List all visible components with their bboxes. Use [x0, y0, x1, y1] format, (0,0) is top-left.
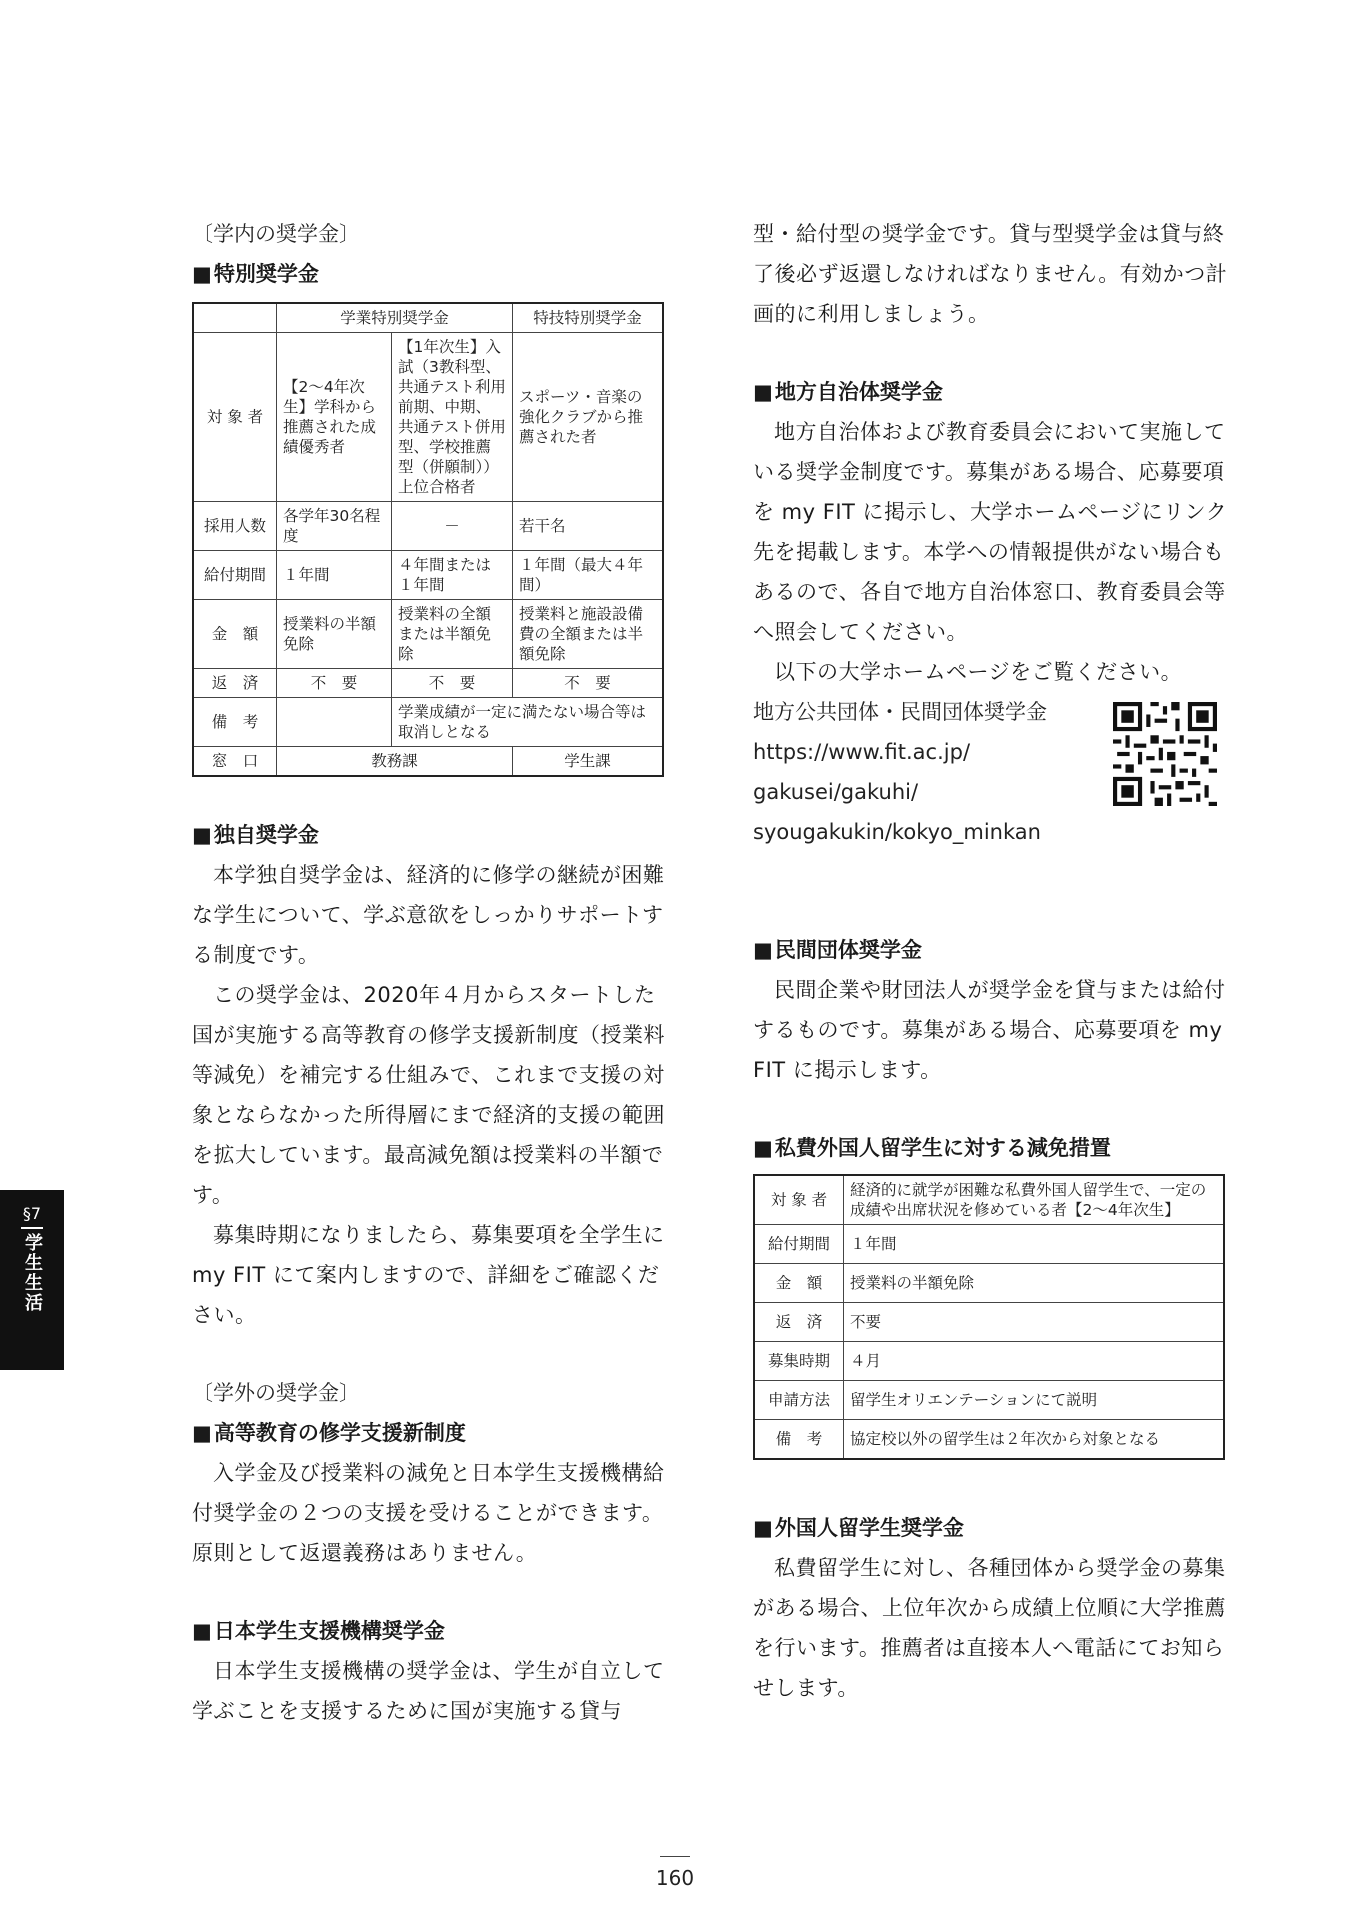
foreign-reduction-table: [753, 1174, 1225, 1460]
paragraph: 地方自治体および教育委員会において実施している奨学金制度です。募集がある場合、応募要項を my FIT に掲示し、大学ホームページにリンク先を掲載します。本学への情報提供がない場合もあるので、各自で地方自治体窓口、教育委員会等へ照会してください。: [753, 420, 1228, 644]
table-row: [193, 502, 663, 551]
table-row: [754, 1175, 1224, 1225]
local-government-heading: ■ 地方自治体奨学金: [753, 372, 1235, 412]
left-column: [192, 214, 668, 1731]
cell: ４年間または１年間: [392, 551, 513, 600]
row-label: 給付期間: [754, 1225, 844, 1264]
table-row: [193, 747, 663, 777]
table-row: [754, 1264, 1224, 1303]
cell: １年間（最大４年間）: [513, 551, 664, 600]
row-label: 窓 口: [193, 747, 277, 777]
url-line[interactable]: gakusei/gakuhi/: [753, 780, 919, 804]
cell: 授業料の半額免除: [277, 600, 392, 669]
section-side-tab: [0, 1190, 64, 1370]
cell: １年間: [277, 551, 392, 600]
cell: 授業料の半額免除: [844, 1264, 1225, 1303]
cell: 不 要: [392, 669, 513, 698]
row-label: 返 済: [193, 669, 277, 698]
special-scholarship-table: [192, 302, 664, 777]
row-label: 給付期間: [193, 551, 277, 600]
cell: 授業料と施設設備費の全額または半額免除: [513, 600, 664, 669]
row-label: 対 象 者: [754, 1175, 844, 1225]
paragraph: 入学金及び授業料の減免と日本学生支援機構給付奨学金の２つの支援を受けることができます。原則として返還義務はありません。: [192, 1461, 665, 1565]
table-row: [754, 1342, 1224, 1381]
skill-scholarship-header: 特技特別奨学金: [513, 303, 664, 333]
table-row: [193, 551, 663, 600]
paragraph: この奨学金は、2020年４月からスタートした国が実施する高等教育の修学支援新制度（授業料等減免）を補完する仕組みで、これまで支援の対象とならなかった所得層にまで経済的支援の範囲を拡大しています。最高減免額は授業料の半額です。: [192, 983, 665, 1207]
table-row: [754, 1303, 1224, 1342]
url-line[interactable]: https://www.fit.ac.jp/: [753, 740, 971, 764]
row-label: 返 済: [754, 1303, 844, 1342]
paragraph: 型・給付型の奨学金です。貸与型奨学金は貸与終了後必ず返還しなければなりません。有効かつ計画的に利用しましょう。: [753, 222, 1228, 326]
academic-scholarship-header: 学業特別奨学金: [277, 303, 513, 333]
table-row: [193, 698, 663, 747]
cell: 不 要: [513, 669, 664, 698]
table-row: [193, 600, 663, 669]
cell: [277, 698, 392, 747]
row-label: 対 象 者: [193, 333, 277, 502]
row-label: 採用人数: [193, 502, 277, 551]
table-row: [754, 1225, 1224, 1264]
cell: 授業料の全額または半額免除: [392, 600, 513, 669]
cell: 協定校以外の留学生は２年次から対象となる: [844, 1420, 1225, 1460]
cell: 学業成績が一定に満たない場合等は取消しとなる: [392, 698, 664, 747]
row-label: 備 考: [193, 698, 277, 747]
table-row: [193, 333, 663, 502]
row-label: 備 考: [754, 1420, 844, 1460]
tab-divider: [21, 1227, 43, 1229]
table-row: [754, 1420, 1224, 1460]
external-scholarship-label: 〔学外の奨学金〕: [192, 1381, 360, 1405]
cell: 学生課: [513, 747, 664, 777]
paragraph: 募集時期になりましたら、募集要項を全学生に my FIT にて案内しますので、詳細をご確認ください。: [192, 1223, 665, 1327]
page-number-rule: [660, 1856, 690, 1857]
url-line[interactable]: syougakukin/kokyo_minkan: [753, 820, 1041, 844]
cell: ４月: [844, 1342, 1225, 1381]
table-row: [193, 669, 663, 698]
cell: 【2～4年次生】学科から推薦された成績優秀者: [277, 333, 392, 502]
table-corner: [193, 303, 277, 333]
link-block: [753, 692, 1235, 852]
section-title: 学生生活: [22, 1233, 43, 1313]
row-label: 募集時期: [754, 1342, 844, 1381]
cell: １年間: [844, 1225, 1225, 1264]
cell: 不要: [844, 1303, 1225, 1342]
qr-code-icon[interactable]: [1113, 702, 1217, 806]
row-label: 申請方法: [754, 1381, 844, 1420]
cell: 若干名: [513, 502, 664, 551]
original-scholarship-heading: ■ 独自奨学金: [192, 815, 668, 855]
higher-education-heading: ■ 高等教育の修学支援新制度: [192, 1413, 668, 1453]
foreign-scholarship-heading: ■ 外国人留学生奨学金: [753, 1508, 1235, 1548]
cell: －: [392, 502, 513, 551]
section-number: §7: [22, 1204, 42, 1223]
link-title: 地方公共団体・民間団体奨学金: [753, 700, 1047, 724]
right-column: [753, 214, 1235, 1708]
private-organization-heading: ■ 民間団体奨学金: [753, 930, 1235, 970]
row-label: 金 額: [193, 600, 277, 669]
table-row: [754, 1381, 1224, 1420]
paragraph: 本学独自奨学金は、経済的に修学の継続が困難な学生について、学ぶ意欲をしっかりサポートする制度です。: [192, 863, 665, 967]
cell: 【1年次生】入試（3教科型、共通テスト利用前期、中期、共通テスト併用型、学校推薦型（併願制））上位合格者: [392, 333, 513, 502]
cell: 不 要: [277, 669, 392, 698]
internal-scholarship-label: 〔学内の奨学金〕: [192, 222, 360, 246]
cell: 各学年30名程度: [277, 502, 392, 551]
foreign-reduction-heading: ■ 私費外国人留学生に対する減免措置: [753, 1128, 1235, 1168]
paragraph: 私費留学生に対し、各種団体から奨学金の募集がある場合、上位年次から成績上位順に大学推薦を行います。推薦者は直接本人へ電話にてお知らせします。: [753, 1556, 1226, 1700]
paragraph: 以下の大学ホームページをご覧ください。: [774, 660, 1183, 684]
special-scholarship-heading: ■ 特別奨学金: [192, 254, 668, 294]
cell: 教務課: [277, 747, 513, 777]
jasso-heading: ■ 日本学生支援機構奨学金: [192, 1611, 668, 1651]
cell: スポーツ・音楽の強化クラブから推薦された者: [513, 333, 664, 502]
cell: 留学生オリエンテーションにて説明: [844, 1381, 1225, 1420]
page-number: 160: [655, 1866, 695, 1890]
table-header-row: [193, 303, 663, 333]
row-label: 金 額: [754, 1264, 844, 1303]
paragraph: 日本学生支援機構の奨学金は、学生が自立して学ぶことを支援するために国が実施する貸与: [192, 1659, 665, 1723]
cell: 経済的に就学が困難な私費外国人留学生で、一定の成績や出席状況を修めている者【2～4年次生】: [844, 1175, 1225, 1225]
paragraph: 民間企業や財団法人が奨学金を貸与または給付するものです。募集がある場合、応募要項を my FIT に掲示します。: [753, 978, 1226, 1082]
